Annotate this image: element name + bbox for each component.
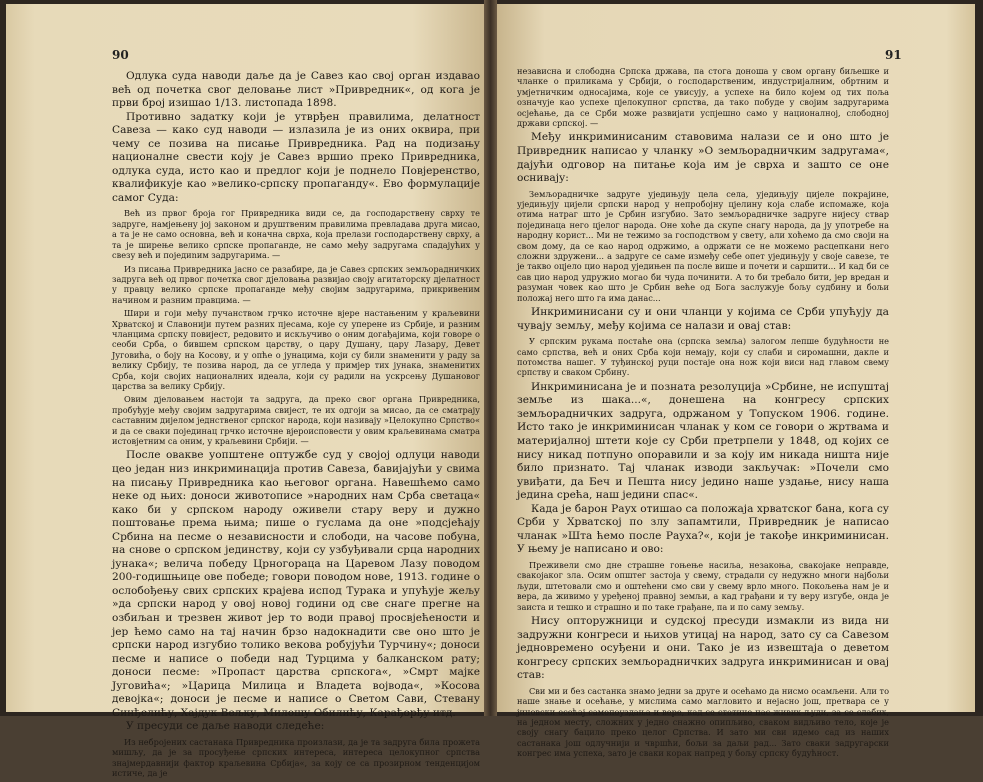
quote-paragraph: Из писања Привредника јасно се разабире, да је Савез српских земљорадничких задруга већ од првог почетка свог дјеловања развијао своју агитаторску дјелатност у правцу велико српске пропаганде међу својим задругарима, прикривеним начином и разним правцима. — — [112, 263, 480, 305]
quotation-block — [112, 208, 480, 446]
left-text-column — [112, 70, 480, 782]
paragraph: Међу инкриминисаним ставовима налази се и оно што је Привредник написао у чланку »О земљорадничким задругама«, дајући одговор на питање која им је сврха и зашто се оне оснивају: — [517, 131, 889, 185]
paragraph: Противно задатку који је утврђен правилима, делатност Савеза — како суд наводи — излазила је из оних оквира, при чему се позива на писање Привредника. Рад на подизању националне свести коју је Савез вршио преко Привредника, одлука суда, исто као и предлог који је поднело Повјеренство, квалификује као »велико-српску пропаганду«. Ево формулације самог Суда: — [112, 110, 480, 204]
right-text-column — [517, 66, 889, 762]
page-number-right: 91 — [885, 48, 902, 62]
paragraph: Инкриминисани су и они чланци у којима се Срби упућују да чувају земљу, међу којима се налази и овај став: — [517, 306, 889, 332]
paragraph: Нису опторужници и судској пресуди измакли из вида ни задружни конгреси и њихов утицај на народ, зато су са Савезом једновремено осуђени и они. Тако је из извештаја о деветом конгресу српских земљорадничких задруга инкриминисан и овај став: — [517, 614, 889, 682]
book-gutter — [484, 0, 497, 716]
quote-paragraph: Земљорадничке задруге уједињују цела села, уједињују цијеле покрајине, уједињују цијели српски народ у непробојну цјелину која слабе испомаже, која отима натраг што је Србин изгубио. Зато земљорадничке задруге нијесу ствар појединаца него цјелог народа. Оне хоће да скупе снагу народа, да ју употребе на народну корист... Ми не тежимо за господством у свету, али хоћемо да смо своји на свом дому, да се као народ одржимо, а одржати се не можемо расцепкани него сложни здружени... а задруге се саме између себе опет уједињују у своје савезе, те је такво оцјело цио народ уједињен па после више и почети и саршити... И кад би се сав цио народ удружио могао би чуда починити. А то би требало бити, јер вредан и разуман човек као што је Србин веће од Бога заслужује бољу судбину и бољи положај него што га има данас... — [517, 188, 889, 303]
paragraph: Одлука суда наводи даље да је Савез као свој орган издавао већ од почетка свог деловање лист »Привредник«, од кога је први број изишао 1/13. листопада 1898. — [112, 70, 480, 110]
page-number-left: 90 — [112, 48, 129, 62]
quote-paragraph: Из небројених састанака Привредника произлази, да је та задруга била прожета мишљу, да је за просуђење српских интереса, интереса целокупног српства знајмердавнији фактор краљевина Србија«, за коју се са прозирном тенденцијом истиче, да је — [112, 736, 480, 779]
quote-paragraph: независна и слободна Српска држава, па стога доноша у свом органу биљешке и чланке о приликама у Србији, о господарственим, индустријалним, обртним и умјетничким односајима, које се увисују, а успехе на било којем од тих поља означује као успехе цјелокупног српства, да тако побуде у својим задругарима осјећање, да се Срби може развијати успјешно само у националној, слободној држави српској. — — [517, 66, 889, 129]
quote-paragraph: Већ из првог броја гог Привредника види се, да господарственy сврху те задруге, намјењену јој законом и друштвеним правилима превладава друга мисао, а та је не само основна, већ и коначна сврха, која прелази господарствену сврху, а та је ширење велико српске пропаганде, не само међу задругама спадајућих у свезу већ и поједиnим задругарима. — — [112, 208, 480, 261]
quote-paragraph: Шири и гоји међу пучанством грчко источне вјере настањеним у краљевини Хрватској и Славонији путем разних пјесама, које су уперене из Србије, и разним чланцима српску повијест, редовито и искључиво о оним догађајима, који говоре о сеоби Срба, о бившем српском царству, о цару Душану, цару Лазару, Девет Југовића, о боју на Косову, и у опће о јунацима, који су били знаменити у раду за велику Србију, те позива народ, да се угледа у примјер тих јунака, знаменитих Срба, који својих националних идеала, који су радили на ускрсењу Душановог царства за велику Србију. — [112, 308, 480, 391]
quote-paragraph: Овим дјеловањем настоји та задруга, да преко свог органа Привредника, пробуђује међу својим задругарима свијест, те их одгоји за мисао, да се сматрају саставним дијелом једнственог српског народа, који називају »Целокупно Српство« и да се сваки појединац грчко источне вјероисповести у овим краљевинама сматра истовјетним са оним, у краљевини Србији. — — [112, 394, 480, 446]
quote-paragraph: Сви ми и без састанка знамо једни за друге и осећамо да нисмо осамљени. Али то наше знање и осећање, у мислима само магловито и нејасно још, претвара се у јиновски осећај самопоуздања и вере, кад се стотине нас живих људи, за се слабих, на једном месту, сложних у једно снажно опипљиво, сваком видљиво тело, које је своју снагу бацило преко целог Српства. И зато ми сви идемо сад из наших састанака још одлучнији и чвршћи, бољи за даљи рад... Зато сваки задругарски конгрес има успеха, зато је сваки корак напред у бољу српску будућност. — [517, 685, 889, 759]
paragraph: У пресуди се даље наводи следеће: — [126, 720, 325, 733]
paragraph: После овакве уопштене оптужбе суд у својој одлуци наводи цео један низ инкриминација против Савеза, бавијајући у свима на писању Привредника као његовог органа. Навешћемо само неке од њих: доноси животописе »народних нам Срба светаца« како би у српском народу оживели стару веру и дужно поштовање према њима; пише о гуслама да оне »подсјећају Србина на песме о независности и слободи, на часове побуна, на снове о српском јединству, који су узбуђивали срца народних јунака«; велича победу Црногораца на Царевом Лазу поводом 200-годишњице ове победе; говори поводом нове, 1913. године о ослобођењу свих српских крајева испод Турака и упућује жељу »да српски народ у овој новој години од све снаге прегне на озбиљан и трезвен живот јер то води правој просвјећености и јер ћемо само на тај начин брзо надокнадити све оно што је српски народ изгубио толико векова робујући Турчину«; доноси песме и написе о победи над Турцима у балканском рату; доноси песме: »Пропаст царства српскога«, »Смрт мајке Југовића«; »Царица Милица и Владета војвода«, »Косова девојка«; доноси је песме и написе о Светом Сави, Стевану Синђелићу, Хајдук Вељку, Милошу Обилићу, Карађорђу итд. — [112, 449, 480, 719]
paragraph: Инкриминисана је и позната резолуција »Србине, не испуштај земље из шака...«, донешена на конгресу српских земљорадничких задруга, одржаном у Топуском 1906. године. Исто тако је инкриминисан чланак у ком се говори о жртвама и материјалној штети које су Срби претрпели у 1848, од којих се нису никад потпуно опоравили и за коју им никада ништа није било признато. Тај чланак изводи закључак: »Почели смо увиђати, да Беч и Пешта нису једино наше уздање, нису наша једина срећа, наш једини спас«. — [517, 380, 889, 502]
right-page — [497, 4, 975, 759]
quote-paragraph: Преживели смо дне страшне гоњење насиља, незакоња, свакојаке неправде, свакојаког зла. Осим општег застоја у свему, страдали су недужно многи најбољи људи, штетовали смо и оштећени смо сви у свему врло много. Покољења нам је и вера, да живимо у уређеној правној земљи, а кад грађани и ту веру изгубе, онда је заиста и тешко и страшно и по таке грађане, па и по саму земљу. — [517, 559, 889, 612]
paragraph: Када је барон Раух отишао са положаја хрватског бана, кога су Срби у Хрватској по злу запамтили, Привредник је написао чланак »Шта ћемо после Рауха?«, који је такође инкриминисан. У њему је написано и ово: — [517, 502, 889, 556]
left-page — [6, 4, 484, 779]
quote-paragraph: У српским рукама постаће она (српска земља) залогом лепше будућности не само српства, већ и оних Срба који немају, који су слаби и сиромашни, дакле и потомства нашег. У туђинској руци постаје она нож који виси над главом свему српству и свакoм Србину. — [517, 336, 889, 378]
